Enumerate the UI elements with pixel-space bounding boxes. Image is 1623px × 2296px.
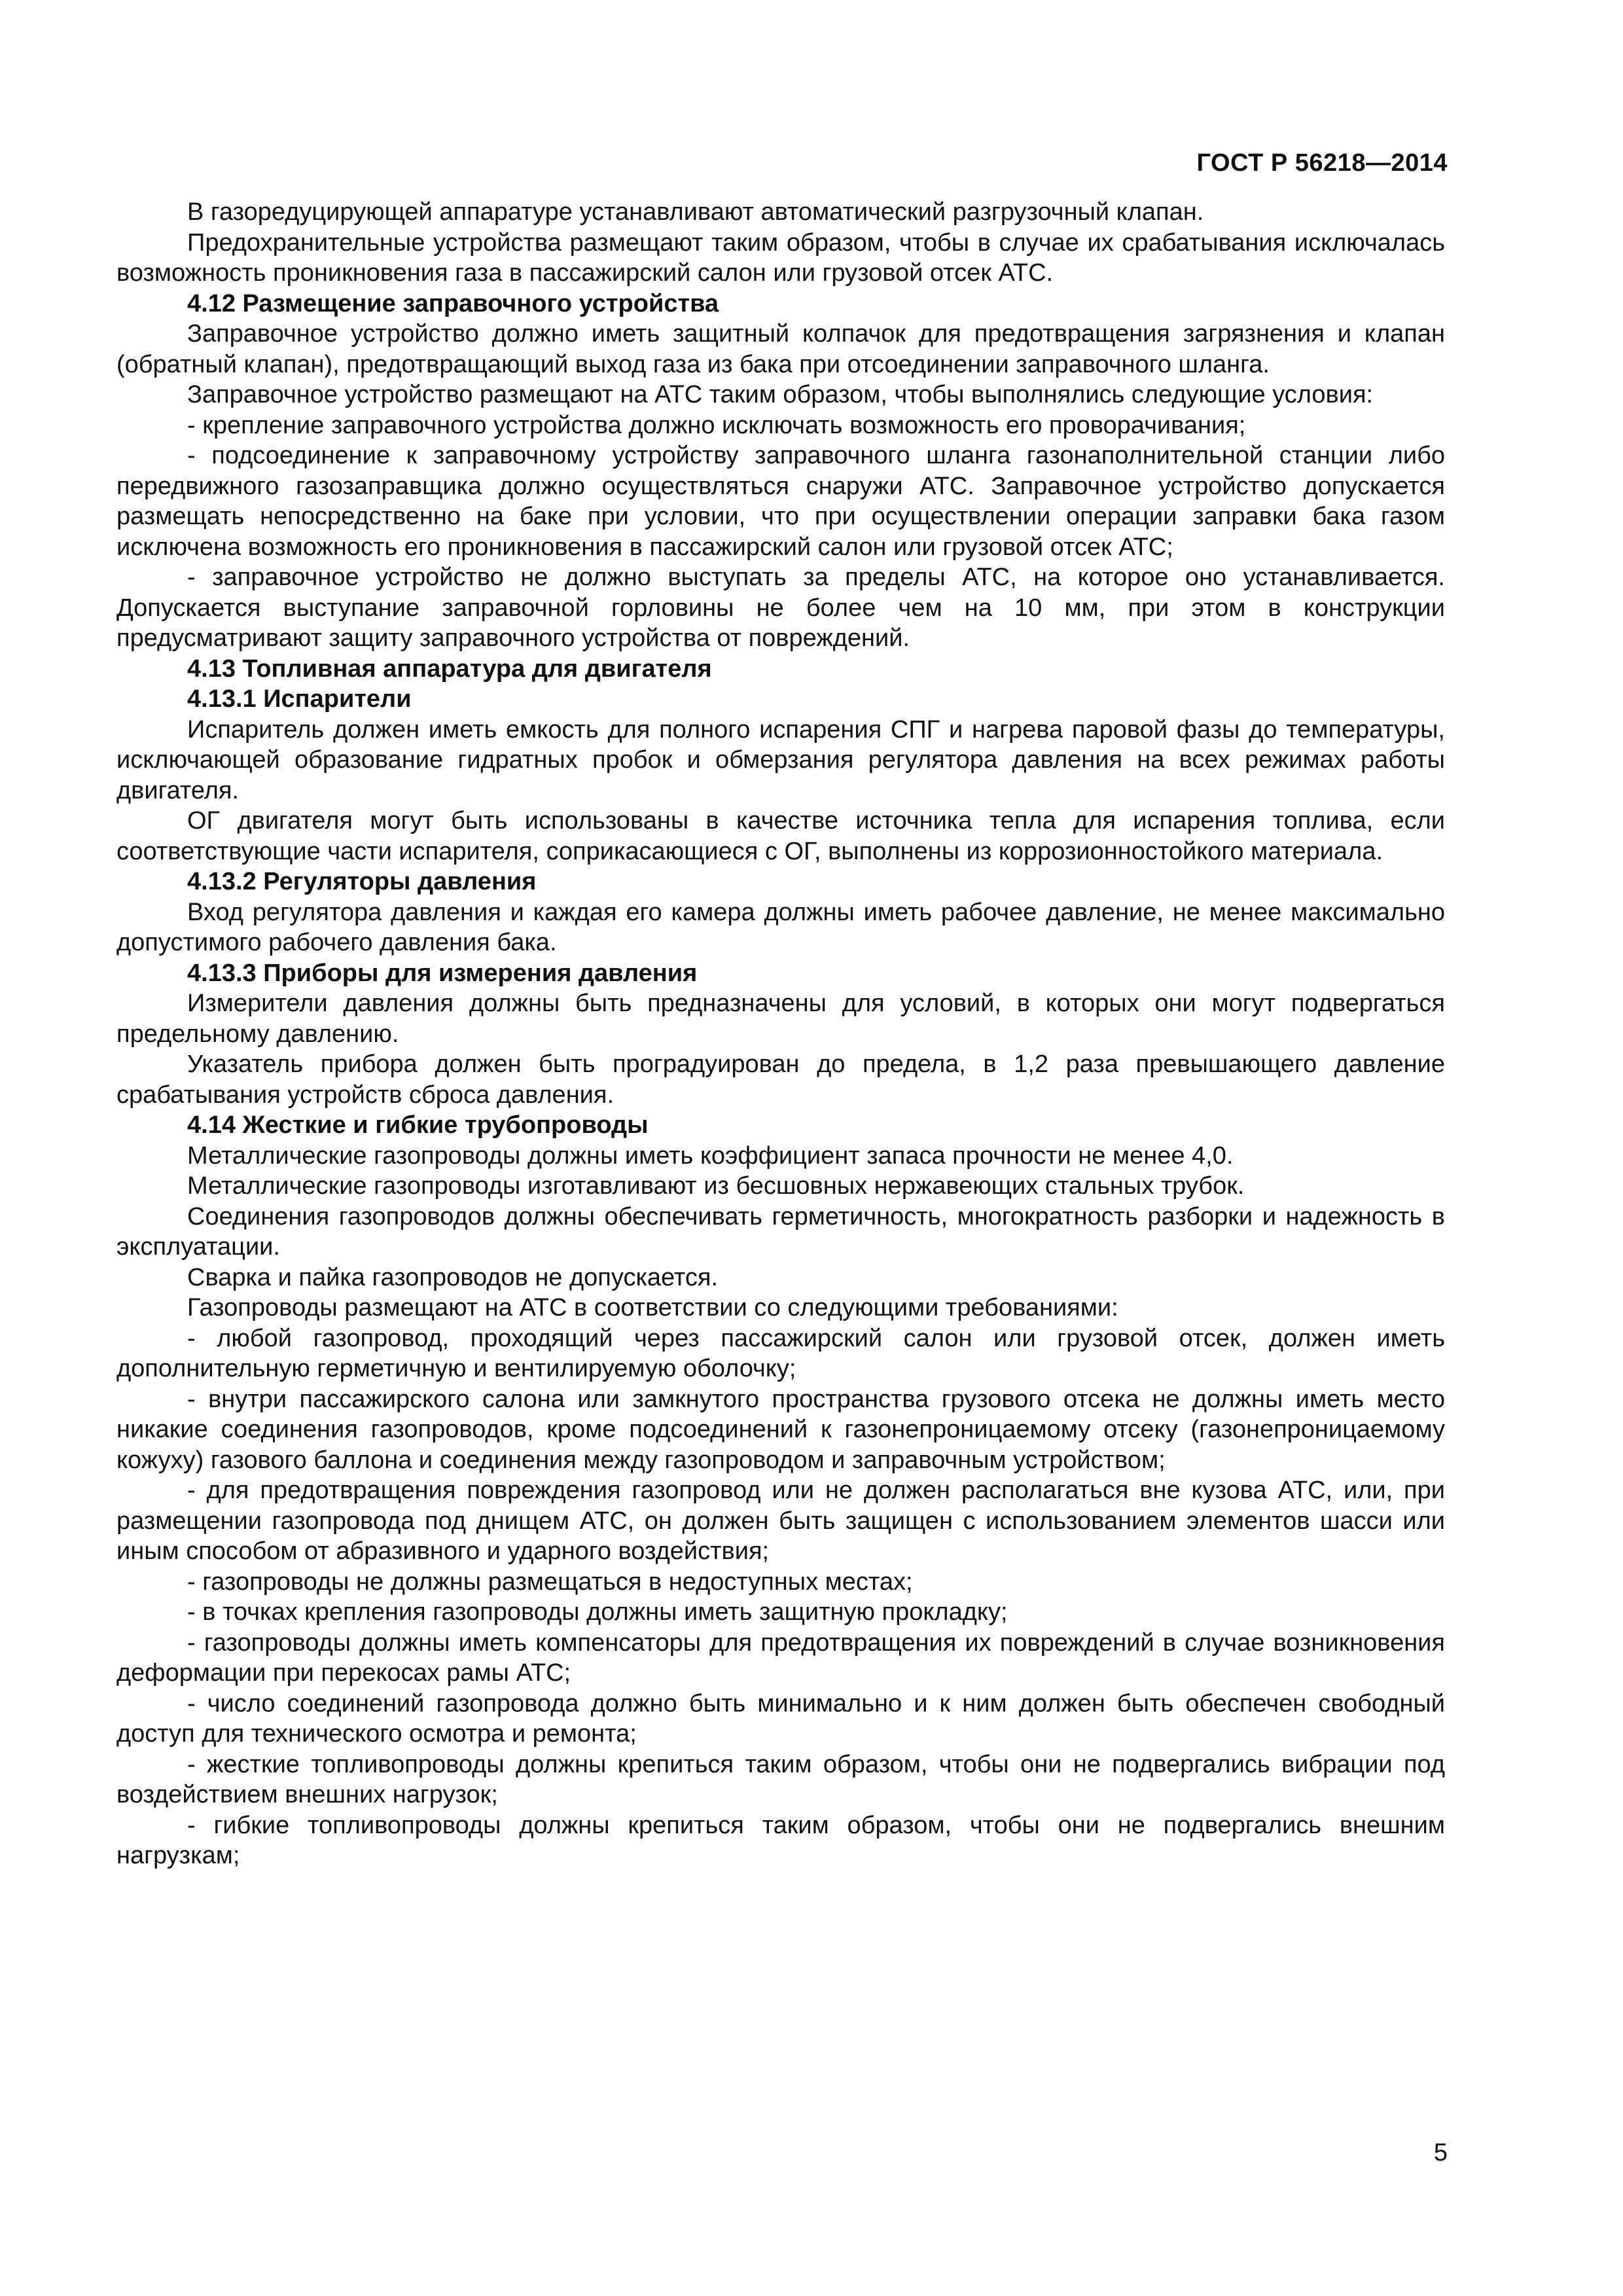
body-paragraph: Вход регулятора давления и каждая его камера должны иметь рабочее давление, не менее максимально допустимого рабочего давления бака. [116, 898, 1445, 956]
body-paragraph: Измерители давления должны быть предназначены для условий, в которых они могут подвергаться предельному давлению. [116, 990, 1445, 1048]
body-paragraph: Газопроводы размещают на АТС в соответствии со следующими требованиями: [187, 1294, 1118, 1321]
body-paragraph: Сварка и пайка газопроводов не допускается. [187, 1263, 719, 1291]
body-paragraph: В газоредуцирующей аппаратуре устанавливают автоматический разгрузочный клапан. [187, 198, 1204, 226]
list-item: - для предотвращения повреждения газопровод или не должен располагаться вне кузова АТС, или, при размещении газопровода под днищем АТС, он должен быть защищен с использованием элементов шасси или иным способом от абразивного и ударного воздействия; [116, 1477, 1445, 1565]
body-paragraph: Металлические газопроводы изготавливают из бесшовных нержавеющих стальных трубок. [187, 1172, 1245, 1200]
document-code: ГОСТ Р 56218—2014 [1196, 149, 1448, 177]
list-item: - любой газопровод, проходящий через пассажирский салон или грузовой отсек, должен иметь дополнительную герметичную и вентилируемую оболочку; [116, 1324, 1445, 1382]
list-item: - число соединений газопровода должно быть минимально и к ним должен быть обеспечен свободный доступ для технического осмотра и ремонта; [116, 1689, 1445, 1748]
list-item: - в точках крепления газопроводы должны иметь защитную прокладку; [187, 1598, 1008, 1626]
list-item: - подсоединение к заправочному устройству заправочного шланга газонаполнительной станции либо передвижного газозаправщика должно осуществляться снаружи АТС. Заправочное устройство допускается размещать непосредственно на баке при условии, что при осуществлении операции заправки бака газом исключена возможность его проникновения в пассажирский салон или грузовой отсек АТС; [116, 442, 1445, 561]
list-item: - жесткие топливопроводы должны крепиться таким образом, чтобы они не подвергались вибрации под воздействием внешних нагрузок; [116, 1750, 1445, 1808]
list-item: - крепление заправочного устройства должно исключать возможность его проворачивания; [187, 411, 1246, 439]
list-item: - газопроводы должны иметь компенсаторы для предотвращения их повреждений в случае возникновения деформации при перекосах рамы АТС; [116, 1628, 1445, 1687]
section-heading: 4.12 Размещение заправочного устройства [187, 289, 719, 317]
subsection-heading: 4.13.2 Регуляторы давления [187, 868, 537, 895]
section-heading: 4.13 Топливная аппаратура для двигателя [187, 655, 712, 683]
body-paragraph: Заправочное устройство размещают на АТС таким образом, чтобы выполнялись следующие условия: [187, 381, 1374, 408]
body-paragraph: Указатель прибора должен быть проградуирован до предела, в 1,2 раза превышающего давление срабатывания устройств сброса давления. [116, 1050, 1445, 1109]
subsection-heading: 4.13.3 Приборы для измерения давления [187, 959, 698, 987]
page-number: 5 [1433, 2139, 1448, 2166]
body-paragraph: Металлические газопроводы должны иметь коэффициент запаса прочности не менее 4,0. [187, 1141, 1234, 1170]
list-item: - внутри пассажирского салона или замкнутого пространства грузового отсека не должны иметь место никакие соединения газопроводов, кроме подсоединений к газонепроницаемому отсеку (газонепроницаемому кожуху) газового баллона и соединения между газопроводом и заправочным устройством; [116, 1385, 1445, 1474]
body-paragraph: Предохранительные устройства размещают таким образом, чтобы в случае их срабатывания исключалась возможность проникновения газа в пассажирский салон или грузовой отсек АТС. [116, 228, 1445, 287]
body-paragraph: Соединения газопроводов должны обеспечивать герметичность, многократность разборки и надежность в эксплуатации. [116, 1202, 1445, 1261]
list-item: - гибкие топливопроводы должны крепиться таким образом, чтобы они не подвергались внешним нагрузкам; [116, 1811, 1445, 1869]
section-heading: 4.14 Жесткие и гибкие трубопроводы [187, 1111, 649, 1139]
body-paragraph: ОГ двигателя могут быть использованы в качестве источника тепла для испарения топлива, если соответствующие части испарителя, соприкасающиеся с ОГ, выполнены из коррозионностойкого материала. [116, 807, 1445, 865]
subsection-heading: 4.13.1 Испарители [187, 685, 412, 713]
list-item: - газопроводы не должны размещаться в недоступных местах; [187, 1568, 913, 1596]
body-paragraph: Испаритель должен иметь емкость для полного испарения СПГ и нагрева паровой фазы до температуры, исключающей образование гидратных пробок и обмерзания регулятора давления на всех режимах работы двигателя. [116, 715, 1445, 804]
list-item: - заправочное устройство не должно выступать за пределы АТС, на которое оно устанавливается. Допускается выступание заправочной горловины не более чем на 10 мм, при этом в конструкции предусматривают защиту заправочного устройства от повреждений. [116, 564, 1445, 652]
document-body [116, 197, 1445, 1871]
body-paragraph: Заправочное устройство должно иметь защитный колпачок для предотвращения загрязнения и клапан (обратный клапан), предотвращающий выход газа из бака при отсоединении заправочного шланга. [116, 320, 1445, 378]
